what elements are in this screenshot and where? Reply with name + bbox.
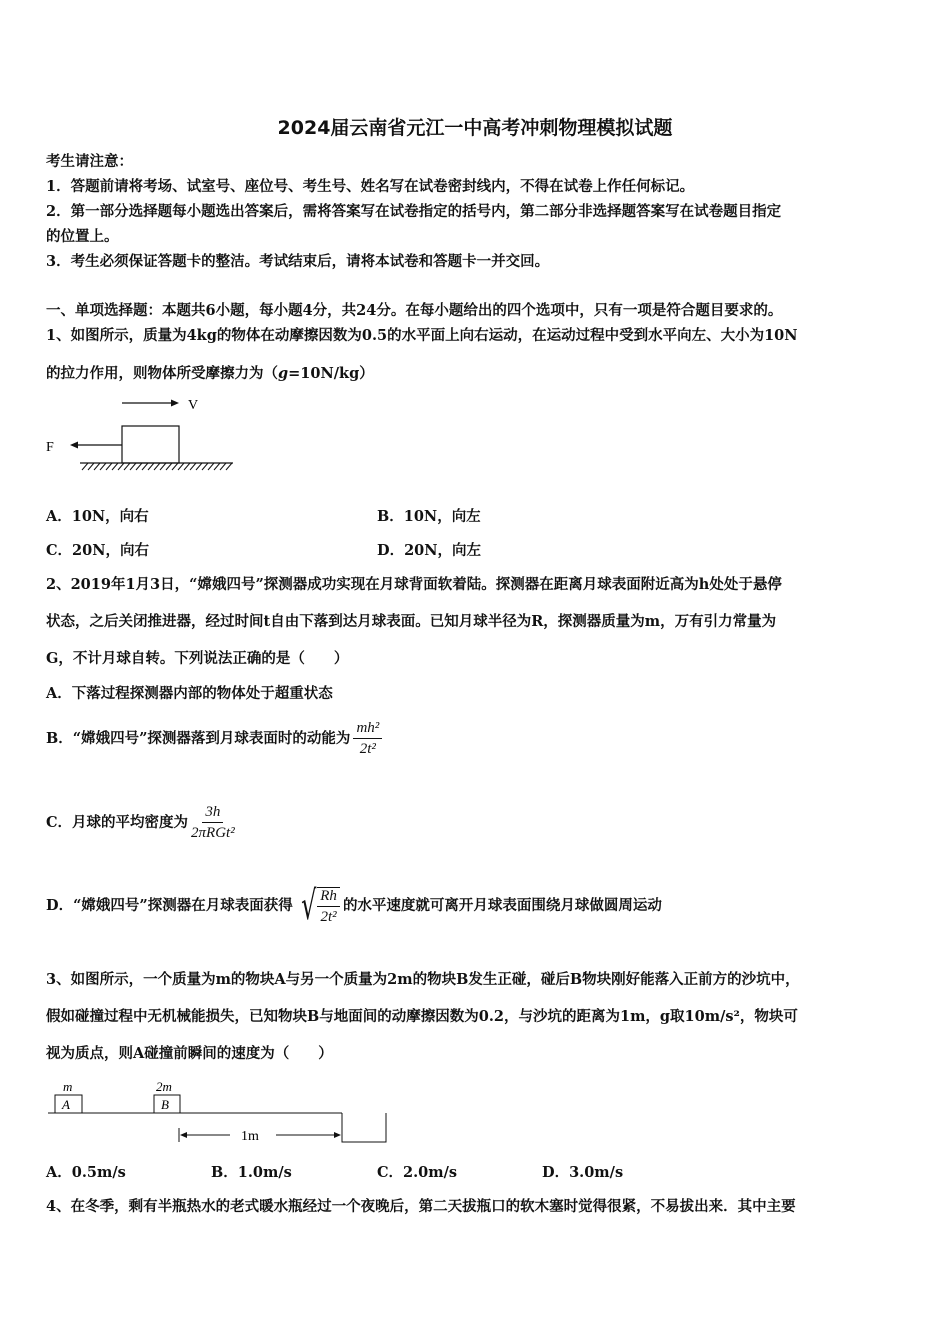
hatch-mark [124,463,130,470]
hatch-mark [226,463,232,470]
q2-option-a: A．下落过程探测器内部的物体处于超重状态 [46,685,333,702]
distance-arrow-left [180,1132,187,1138]
q3-line-1: 3、如图所示，一个质量为m的物块A与另一个质量为2m的物块B发生正碰，碰后B物块刚好能落入正前方的沙坑中， [46,971,800,988]
q1-option-a: A．10N，向右 [46,508,149,525]
hatch-mark [142,463,148,470]
hatch-mark [196,463,202,470]
notice-heading: 考生请注意： [46,153,133,170]
hatch-mark [112,463,118,470]
hatch-mark [214,463,220,470]
hatch-mark [148,463,154,470]
q3-option-d: D．3.0m/s [542,1164,624,1181]
hatch-mark [178,463,184,470]
hatch-mark [208,463,214,470]
hatch-mark [160,463,166,470]
q2-option-c-fraction: $\frac{3h}{\text{2πRGt²}}$ [191,804,235,841]
page-title: 2024届云南省元江一中高考冲刺物理模拟试题 [277,117,673,139]
q2-option-c: C．月球的平均密度为 $\frac{3h}{\text{2πRGt²}}$ [46,804,235,841]
hatch-mark [190,463,196,470]
hatch-mark [106,463,112,470]
hatch-mark [154,463,160,470]
q3-option-b: B．1.0m/s [211,1164,292,1181]
q2-line-2: 状态，之后关闭推进器，经过时间t自由下落到达月球表面。已知月球半径为R，探测器质量为m，万有引力常量为 [46,613,777,630]
block-a-mass: m [63,1079,73,1094]
q2-line-3: G，不计月球自转。下列说法正确的是（ ） [46,650,349,667]
q3-option-c: C．2.0m/s [377,1164,458,1181]
q2-option-d: D．“嫦娥四号”探测器在月球表面获得 √ $\frac{Rh}{\text{2t²}}$ 的水平速度就可离开月球表面围绕月球做圆周运动 [46,883,662,929]
notice-item-2: 2．第一部分选择题每小题选出答案后，需将答案写在试卷指定的括号内，第二部分非选择题答案写在试卷题目指定 [46,203,782,220]
hatch-mark [130,463,136,470]
hatch-mark [82,463,88,470]
q3-figure [44,1076,394,1148]
force-arrowhead [70,442,78,449]
q3-option-a: A．0.5m/s [46,1164,126,1181]
distance-label: 1m [241,1129,259,1144]
hatch-mark [118,463,124,470]
velocity-label: V [188,398,199,413]
distance-arrow-right [334,1132,341,1138]
q1-line-2: 的拉力作用，则物体所受摩擦力为（g=10N/kg） [46,365,374,382]
notice-item-3: 3．考生必须保证答题卡的整洁。考试结束后，请将本试卷和答题卡一并交回。 [46,253,550,270]
hatch-mark [202,463,208,470]
q1-option-b: B．10N，向左 [377,508,481,525]
q1-option-c: C．20N，向右 [46,542,149,559]
q2-line-1: 2、2019年1月3日，“嫦娥四号”探测器成功实现在月球背面软着陆。探测器在距离月球表面附近高为h处处于悬停 [46,576,782,593]
block-a-label: A [62,1097,70,1112]
q4-line-1: 4、在冬季，剩有半瓶热水的老式暖水瓶经过一个夜晚后，第二天拔瓶口的软木塞时觉得很紧，不易拔出来．其中主要 [46,1198,796,1215]
block [122,426,179,463]
hatch-mark [100,463,106,470]
notice-item-2-cont: 的位置上。 [46,228,119,245]
q1-option-d: D．20N，向左 [377,542,482,559]
force-label: F [46,440,54,455]
hatch-mark [184,463,190,470]
velocity-arrowhead [171,400,179,407]
hatch-mark [94,463,100,470]
notice-item-1: 1．答题前请将考场、试室号、座位号、考生号、姓名写在试卷密封线内，不得在试卷上作任何标记。 [46,178,695,195]
sand-pit [342,1113,386,1142]
section-heading: 一、单项选择题：本题共6小题，每小题4分，共24分。在每小题给出的四个选项中，只有一项是符合题目要求的。 [46,302,783,319]
hatch-mark [220,463,226,470]
q3-line-3: 视为质点，则A碰撞前瞬间的速度为（ ） [46,1045,333,1062]
q2-option-d-sqrt: √ $\frac{Rh}{\text{2t²}}$ [296,886,340,926]
block-b-label: B [161,1097,169,1112]
hatch-mark [136,463,142,470]
q1-line-1: 1、如图所示，质量为4kg的物体在动摩擦因数为0.5的水平面上向右运动，在运动过程中受到水平向左、大小为10N [46,327,798,344]
q2-option-b: B．“嫦娥四号”探测器落到月球表面时的动能为 $\frac{\text{mh²}}{\text{2t²}}$ [46,720,382,757]
q1-figure [40,390,250,480]
q3-line-2: 假如碰撞过程中无机械能损失，已知物块B与地面间的动摩擦因数为0.2，与沙坑的距离为1m，g取10m/s²，物块可 [46,1008,798,1025]
ground-hatch [82,463,232,470]
block-b-mass: 2m [156,1079,172,1094]
hatch-mark [172,463,178,470]
hatch-mark [166,463,172,470]
q2-option-b-fraction: $\frac{\text{mh²}}{\text{2t²}}$ [353,720,382,757]
hatch-mark [88,463,94,470]
